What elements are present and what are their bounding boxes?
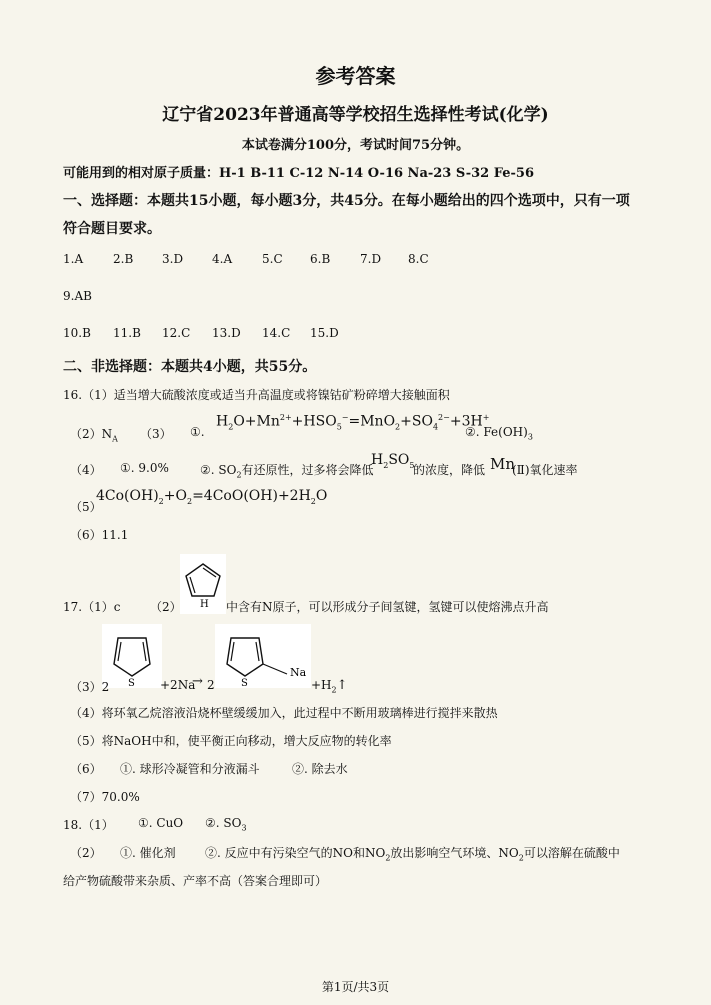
answer-item: 12.C [162,326,191,340]
q16-part5-label: （5） [70,500,102,514]
q18-part2-label: （2） [70,846,102,860]
q18-p2-text-c: 可以溶解在硫酸中 [523,846,620,860]
answer-item: 13.D [212,326,241,340]
q16-p4-text-b: 有还原性，过多将会降低 [241,463,374,477]
q17-part1: 17.（1）c [63,600,121,614]
section1-line2: 符合题目要求。 [63,221,161,237]
q16-p4-text-c: 的浓度，降低 [413,463,486,477]
q17-part7: （7）70.0% [70,790,140,804]
svg-text:S: S [128,678,135,688]
q16-p3-item2-text: ②. Fe(OH) [465,425,528,439]
q16-h2so5: $H_2SO_5$ [371,452,415,470]
answer-item: 9.AB [63,289,92,303]
answer-item: 10.B [63,326,91,340]
answer-item: 3.D [162,252,184,266]
section1-line1: 一、选择题：本题共15小题，每小题3分，共45分。在每小题给出的四个选项中，只有一项 [63,193,630,209]
q16-p2-label: （2）N [70,427,113,441]
q16-p4-text-d: (Ⅱ)氧化速率 [512,463,578,477]
q16-part3-label: （3） [140,427,172,441]
q18-part2-line2: 给产物硫酸带来杂质、产率不高（答案合理即可） [63,874,328,888]
arrow-icon: → [192,674,203,689]
q17-part3-label: （3）2 [70,680,110,694]
up-arrow-icon: ↑ [336,678,348,693]
thiophene-structure [102,624,162,688]
q17-p6-item1: ①. 球形冷凝管和分液漏斗 [120,762,260,776]
answer-item: 15.D [310,326,339,340]
q17-p6-item2: ②. 除去水 [292,762,348,776]
q16-p4-item1: ①. 9.0% [120,461,169,475]
answer-item: 8.C [408,252,429,266]
q17-part3-two: 2 [207,678,215,692]
q16-p3-item2-sub: 3 [527,432,533,442]
q18-p1-item2: ②. $SO_3$ [205,816,247,833]
pyrrole-structure [180,554,226,614]
q16-part1: 16.（1）适当增大硫酸浓度或适当升高温度或将镍钴矿粉碎增大接触面积 [63,388,450,402]
q18-p2-text-a: ②. 反应中有污染空气的NO和NO [205,846,386,860]
answer-item: 7.D [360,252,382,266]
q16-p3-item2 [465,425,533,441]
svg-text:Na: Na [290,666,307,679]
q17-part4: （4）将环氧乙烷溶液沿烧杯壁缓缓加入，此过程中不断用玻璃棒进行搅拌来散热 [70,706,498,720]
q18-p2-item1: ①. 催化剂 [120,846,176,860]
atomic-masses: 可能用到的相对原子质量：H-1 B-11 C-12 N-14 O-16 Na-23 S-32 Fe-56 [63,166,535,181]
q16-part6: （6）11.1 [70,528,129,542]
exam-info: 本试卷满分100分，考试时间75分钟。 [241,138,470,153]
svg-text:H: H [200,599,209,610]
q16-part4-label: （4） [70,463,102,477]
q18-p1-item2-text: ②. SO [205,816,242,830]
svg-text:S: S [241,678,248,688]
answer-item: 11.B [113,326,141,340]
q18-p1-item1: ①. CuO [138,816,184,830]
answer-item: 5.C [262,252,283,266]
page-subtitle: 辽宁省2023年普通高等学校招生选择性考试(化学) [162,105,549,125]
q16-equation-2: $4Co(OH)_2+O_2=4CoO(OH)+2H_2O$ [96,488,328,506]
page-title: 参考答案 [315,64,396,88]
answer-item: 6.B [310,252,331,266]
q17-part5: （5）将NaOH中和，使平衡正向移动，增大反应物的转化率 [70,734,392,748]
q18-part1-label: 18.（1） [63,818,114,832]
page-footer: 第1页/共3页 [321,980,390,994]
q16-p4-item2: ②. $SO_2$有还原性，过多将会降低 [200,463,374,480]
sodium-thiophene-structure [215,624,311,688]
q17-part2-label: （2） [150,600,182,614]
answer-item: 1.A [63,252,84,266]
q17-part3-h2: $+H_2↑$ [311,678,348,695]
q18-p2-text-b: 放出影响空气环境、NO [390,846,519,860]
q16-p4-text-a: ②. SO [200,463,237,477]
q16-p2-sub: A [112,434,118,444]
q16-p3-item1: ①. [190,425,205,439]
q16-equation-1: $H_2O+Mn^{2+}+HSO_5^-=MnO_2+SO_4^{2-}+3H^+$ [216,413,490,432]
q18-p2-item2: ②. 反应中有污染空气的NO和$NO_2$放出影响空气环境、$NO_2$可以溶解在硫酸中 [205,846,620,863]
q16-part2 [70,425,118,443]
q17-part6-label: （6） [70,762,102,776]
q17-part3-plus: +2Na [160,678,196,692]
q17-p3-h2-text: +H [311,678,332,692]
q16-mn: Mn [490,455,516,473]
q17-part2-text: 中含有N原子，可以形成分子间氢键，氢键可以使熔沸点升高 [226,600,549,614]
answer-item: 4.A [212,252,233,266]
section2-heading: 二、非选择题：本题共4小题，共55分。 [63,359,317,375]
answer-item: 2.B [113,252,134,266]
answer-item: 14.C [262,326,291,340]
